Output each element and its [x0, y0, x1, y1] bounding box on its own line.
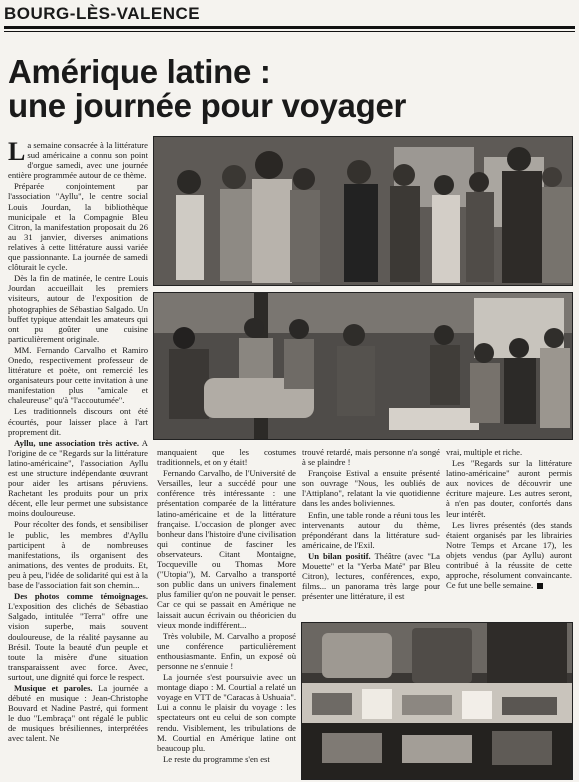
- col1-paragraph-3: Dès la fin de matinée, le centre Louis Jourdan accueillait les premiers visiteurs, autour de l'exposition de photographies de Sébastiao Salgado. Un buffet typique attendait les amateurs qui ont pu goûter une cuisine particulièrement originale.: [8, 273, 148, 344]
- col1-paragraph-7: Pour récolter des fonds, et sensibiliser le public, les membres d'Ayllu participent à de nombreuses manifestations, ils organisent des animations, des ventes de produits. Et, peu à peu, l'idée de solidarité qui est à la base de l'association fait son chemin...: [8, 519, 148, 591]
- article-column-4: [446, 447, 572, 617]
- subhead-ayllu: Ayllu, une association très active.: [14, 437, 140, 448]
- subhead-music: Musique et paroles.: [14, 682, 93, 693]
- end-of-article-mark: [537, 583, 543, 589]
- col1-paragraph-5: Les traditionnels discours ont été écourtés, pour laisser place à l'art proprement dit.: [8, 406, 148, 437]
- article-column-2: [157, 447, 296, 782]
- col1-paragraph-8: L'exposition des clichés de Sébastiao Salgado, intitulée "Terra" offre une vision superbe, mais souvent douloureuse, de la réalité paysanne au Brésil. Toute la beauté d'un peuple et toute la misère d'une situation transparaissent avec force. Avec, surtout, une dignité qui force le respect.: [8, 601, 148, 682]
- col3-paragraph-1: trouvé retardé, mais personne n'a songé à se plaindre !: [302, 447, 440, 468]
- audience-photo-icon: [154, 293, 572, 439]
- col4-paragraph-2: Les "Regards sur la littérature latino-américaine" auront permis aux novices de découvrir une écriture majeure. Les autres seront, à n'en pas douter, confortés dans leur intérêt.: [446, 458, 572, 519]
- col1-paragraph-4: MM. Fernando Carvalho et Ramiro Onedo, respectivement professeur de littérature et poète, ont remercié les organisateurs pour cette invitation à une manifestation plus "amicale et chaleureuse" qu'à "l'accoutumée".: [8, 344, 148, 406]
- article-column-1: [8, 140, 148, 782]
- subhead-bilan: Un bilan positif.: [308, 550, 371, 561]
- drop-cap: L: [8, 140, 26, 166]
- bleed-through-text: [437, 52, 577, 92]
- col3-paragraph-3: Enfin, une table ronde a réuni tous les intervenants autour du thème, prépondérant dans la littérature sud-américaine, de l'Exil.: [302, 509, 440, 550]
- col1-paragraph-9: La journée a débuté en musique : Jean-Christophe Bouvard et Nadine Pastré, qui forment le duo "Lembraça" ont régalé le public de musiques brésiliennes, interprétées avec talent. Ne: [8, 682, 148, 744]
- handicraft-stand-photo-icon: [302, 623, 572, 779]
- photo-handicraft-stand: [301, 622, 573, 780]
- col1-paragraph-2: Préparée conjointement par l'association "Ayllu", le centre social Louis Jourdan, la bibliothèque municipale et la Compagnie Bleu Citron, la manifestation proposait du 26 au 31 janvier, diverses animations relatives à cette littérature aussi variée que passionnante. La journée de samedi clôturait le cycle.: [8, 181, 148, 273]
- photo-group-standing: [153, 136, 573, 286]
- col4-paragraph-3: Les livres présentés (des stands étaient organisés par les librairies Notre Temps et Arcane 17), les objets vendus (par Ayllu) auront contribué à la réussite de cette approche, résolument convaincante. Ce fut une belle semaine.: [446, 519, 572, 591]
- col2-paragraph-5: Le reste du programme s'en est: [163, 753, 270, 764]
- headline-line-1: Amérique latine :: [8, 53, 271, 90]
- col1-paragraph-6: A l'origine de ce "Regards sur la littérature latino-américaine", l'association Ayllu est une structure indépendante œuvrant pour aider les artisans péruviens. Rachetant les produits pour un prix décent, elle leur permet une subsistance moins douloureuse.: [8, 437, 148, 519]
- headline: [8, 55, 406, 123]
- subhead-photos: Des photos comme témoignages.: [14, 591, 148, 602]
- section-kicker: BOURG-LÈS-VALENCE: [4, 4, 201, 23]
- headline-line-2: une journée pour voyager: [8, 87, 407, 124]
- col2-paragraph-1: manquaient que les costumes traditionnels, et on y était!: [157, 447, 296, 468]
- col2-paragraph-3: Très volubile, M. Carvalho a proposé une conférence particulièrement enthousiasmante. Enfin, un exposé où personne ne s'ennuie !: [157, 630, 296, 671]
- col4-paragraph-1: vrai, multiple et riche.: [446, 447, 523, 457]
- kicker-rule: [4, 26, 575, 29]
- col2-paragraph-4: La journée s'est poursuivie avec un montage diapo : M. Courtial a relaté un voyage en VTT de "Caracas à Ushuaia". Lui a connu le plaisir du voyage : les spectateurs ont eu celui de son compte rendu. Visiblement, les tribulations de M. Courtial en Amérique latine ont beaucoup plu.: [157, 672, 296, 753]
- col2-paragraph-2: Fernando Carvalho, de l'Université de Versailles, leur a succédé pour une conférence très intéressante : une présentation comparée de la littérature latino-américaine et de la littérature française. L'occasion de plonger avec bonheur dans l'histoire d'une civilisation qui continue de fasciner les observateurs. Citant Montaigne, Tocqueville ou Thomas More ("Utopia"), M. Carvalho a transporté son public dans un univers finalement plus familier qu'on ne pouvait le penser. Car ce qui se passait en Amérique ne laissait aucun écrivain ou théoricien du vieux monde indifférent...: [157, 468, 296, 630]
- photo-audience-seated: [153, 292, 573, 440]
- col1-paragraph-1: a semaine consacrée à la littérature sud américaine a connu son point d'orgue samedi, avec une journée entière programmée autour de ce thème.: [8, 140, 148, 181]
- col3-paragraph-4: Théâtre (avec "La Mouette" et la "Yerba Maté" par Bleu Citron), lectures, conférences, expo, films... un panorama très large pour présenter une littérature, il est: [302, 550, 440, 602]
- kicker-rule-thin: [4, 31, 575, 32]
- group-photo-icon: [154, 137, 572, 285]
- col3-paragraph-2: Françoise Estival a ensuite présenté son ouvrage "Nous, les oubliés de l'Attiplano", relatant la vie quotidienne dans les andes boliviennes.: [302, 468, 440, 509]
- article-column-3: [302, 447, 440, 617]
